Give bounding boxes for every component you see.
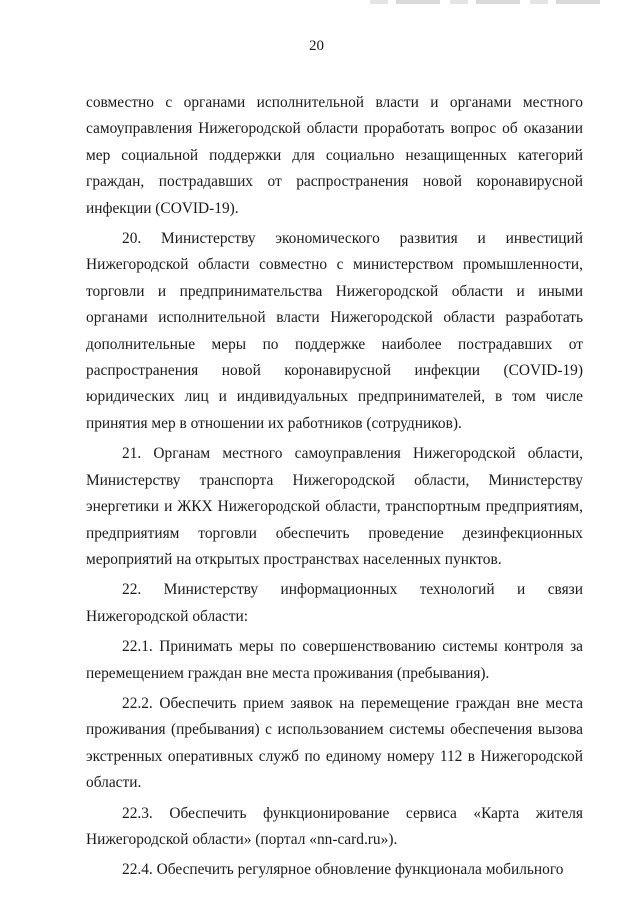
paragraph-item-22-4: 22.4. Обеспечить регулярное обновление функционала мобильного — [122, 861, 564, 879]
scan-artifact — [370, 0, 600, 4]
document-body — [86, 90, 583, 888]
paragraph-item-22-1: 22.1. Принимать меры по совершенствованию системы контроля за перемещением граждан вне места проживания (пребывания). — [86, 638, 583, 682]
paragraph-item-22-2: 22.2. Обеспечить прием заявок на перемещение граждан вне места проживания (пребывания) с использованием системы обеспечения вызова экстренных оперативных служб по единому номеру 112 в Нижегородской области. — [86, 694, 583, 792]
paragraph-item-20: 20. Министерству экономического развития и инвестиций Нижегородской области совместно с министерством промышленности, торговли и предпринимательства Нижегородской области и иными органами исполнительной власти Нижегородской области разработать дополнительные меры по поддержке наиболее пострадавших от распространения новой коронавирусной инфекции (COVID-19) юридических лиц и индивидуальных предпринимателей, в том числе принятия мер в отношении их работников (сотрудников). — [86, 230, 583, 432]
paragraph-item-22: 22. Министерству информационных технологий и связи Нижегородской области: — [86, 581, 583, 625]
paragraph-item-22-3: 22.3. Обеспечить функционирование сервиса «Карта жителя Нижегородской области» (портал «nn-card.ru»). — [86, 804, 583, 848]
page-number: 20 — [309, 38, 324, 54]
paragraph-item-21: 21. Органам местного самоуправления Нижегородской области, Министерству транспорта Нижегородской области, Министерству энергетики и ЖКХ Нижегородской области, транспортным предприятиям, предприятиям торговли обеспечить проведение дезинфекционных мероприятий на открытых пространствах населенных пунктов. — [86, 445, 583, 568]
paragraph-continuation: совместно с органами исполнительной власти и органами местного самоуправления Нижегородской области проработать вопрос об оказании мер социальной поддержки для социально незащищенных категорий граждан, пострадавших от распространения новой коронавирусной инфекции (COVID-19). — [86, 94, 583, 217]
